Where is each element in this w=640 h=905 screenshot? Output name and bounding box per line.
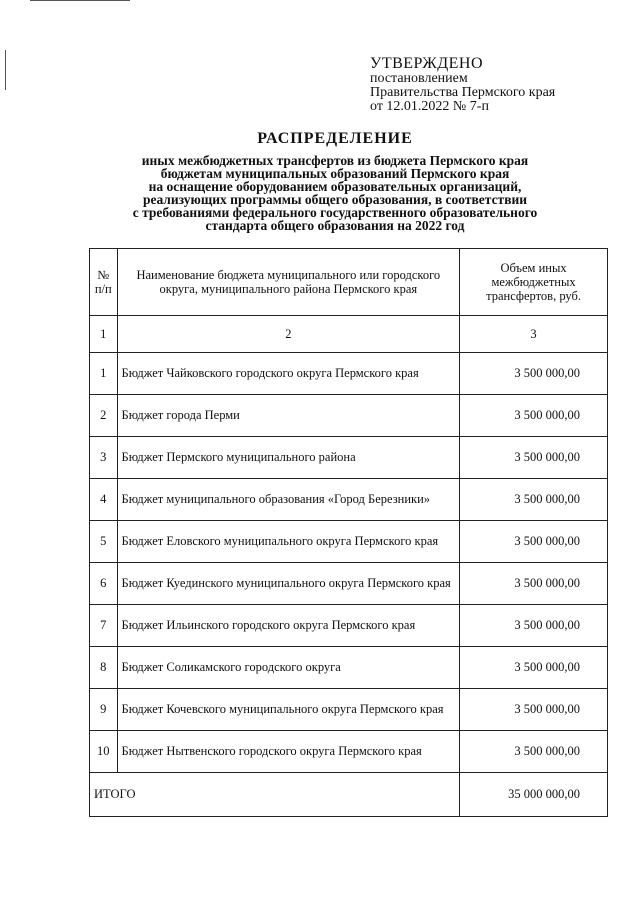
total-row xyxy=(90,773,608,817)
row-number: 3 xyxy=(90,437,118,479)
scan-artifact-left xyxy=(5,50,6,90)
row-number: 5 xyxy=(90,521,118,563)
title-line-1: иных межбюджетных трансфертов из бюджета Пермского края xyxy=(141,153,529,168)
row-number: 8 xyxy=(90,647,118,689)
row-budget-name: Бюджет города Перми xyxy=(117,395,460,437)
total-amount: 35 000 000,00 xyxy=(460,773,608,817)
row-amount: 3 500 000,00 xyxy=(460,689,608,731)
row-budget-name: Бюджет Ильинского городского округа Пермского края xyxy=(117,605,460,647)
table-row xyxy=(90,395,608,437)
row-number: 9 xyxy=(90,689,118,731)
title-main: РАСПРЕДЕЛЕНИЕ xyxy=(257,130,413,147)
scan-artifact-top xyxy=(30,0,130,1)
row-amount: 3 500 000,00 xyxy=(460,479,608,521)
row-budget-name: Бюджет Соликамского городского округа xyxy=(117,647,460,689)
row-amount: 3 500 000,00 xyxy=(460,605,608,647)
row-number: 10 xyxy=(90,731,118,773)
table-row xyxy=(90,731,608,773)
title-line-4: реализующих программы общего образования, в соответствии xyxy=(142,192,528,207)
header-budget-name: Наименование бюджета муниципального или городского округа, муниципального района Пермского края xyxy=(117,249,460,316)
column-number-1: 1 xyxy=(90,316,118,353)
column-number-3: 3 xyxy=(460,316,608,353)
approval-heading: УТВЕРЖДЕНО xyxy=(370,55,484,72)
row-number: 6 xyxy=(90,563,118,605)
total-label: ИТОГО xyxy=(90,773,460,817)
row-budget-name: Бюджет Чайковского городского округа Пермского края xyxy=(117,353,460,395)
row-number: 2 xyxy=(90,395,118,437)
title-line-2: бюджетам муниципальных образований Пермского края xyxy=(160,166,510,181)
row-number: 7 xyxy=(90,605,118,647)
table-row xyxy=(90,605,608,647)
title-line-3: на оснащение оборудованием образовательных организаций, xyxy=(148,179,522,194)
table-row xyxy=(90,647,608,689)
approval-line-1: постановлением xyxy=(370,71,468,86)
row-amount: 3 500 000,00 xyxy=(460,563,608,605)
row-budget-name: Бюджет Куединского муниципального округа Пермского края xyxy=(117,563,460,605)
row-amount: 3 500 000,00 xyxy=(460,437,608,479)
row-amount: 3 500 000,00 xyxy=(460,395,608,437)
row-budget-name: Бюджет Еловского муниципального округа Пермского края xyxy=(117,521,460,563)
title-line-5: с требованиями федерального государственного образовательного xyxy=(132,205,538,220)
approval-line-2: Правительства Пермского края xyxy=(370,85,556,100)
table-row xyxy=(90,479,608,521)
table-row xyxy=(90,689,608,731)
distribution-table xyxy=(89,248,608,817)
row-budget-name: Бюджет Пермского муниципального района xyxy=(117,437,460,479)
row-amount: 3 500 000,00 xyxy=(460,353,608,395)
title-line-6: стандарта общего образования на 2022 год xyxy=(205,218,465,233)
row-number: 1 xyxy=(90,353,118,395)
approval-line-3: от 12.01.2022 № 7-п xyxy=(370,99,489,114)
row-budget-name: Бюджет Кочевского муниципального округа Пермского края xyxy=(117,689,460,731)
table-row xyxy=(90,437,608,479)
column-number-2: 2 xyxy=(117,316,460,353)
row-number: 4 xyxy=(90,479,118,521)
row-amount: 3 500 000,00 xyxy=(460,647,608,689)
row-amount: 3 500 000,00 xyxy=(460,521,608,563)
row-amount: 3 500 000,00 xyxy=(460,731,608,773)
table-row xyxy=(90,563,608,605)
header-amount: Объем иных межбюджетных трансфертов, руб. xyxy=(460,249,608,316)
document-title xyxy=(60,130,610,232)
column-numbers-row xyxy=(90,316,608,353)
approval-stamp xyxy=(370,56,555,114)
row-budget-name: Бюджет Нытвенского городского округа Пермского края xyxy=(117,731,460,773)
table-row xyxy=(90,521,608,563)
table-header-row xyxy=(90,249,608,316)
header-number: № п/п xyxy=(90,249,118,316)
row-budget-name: Бюджет муниципального образования «Город Березники» xyxy=(117,479,460,521)
table-row xyxy=(90,353,608,395)
